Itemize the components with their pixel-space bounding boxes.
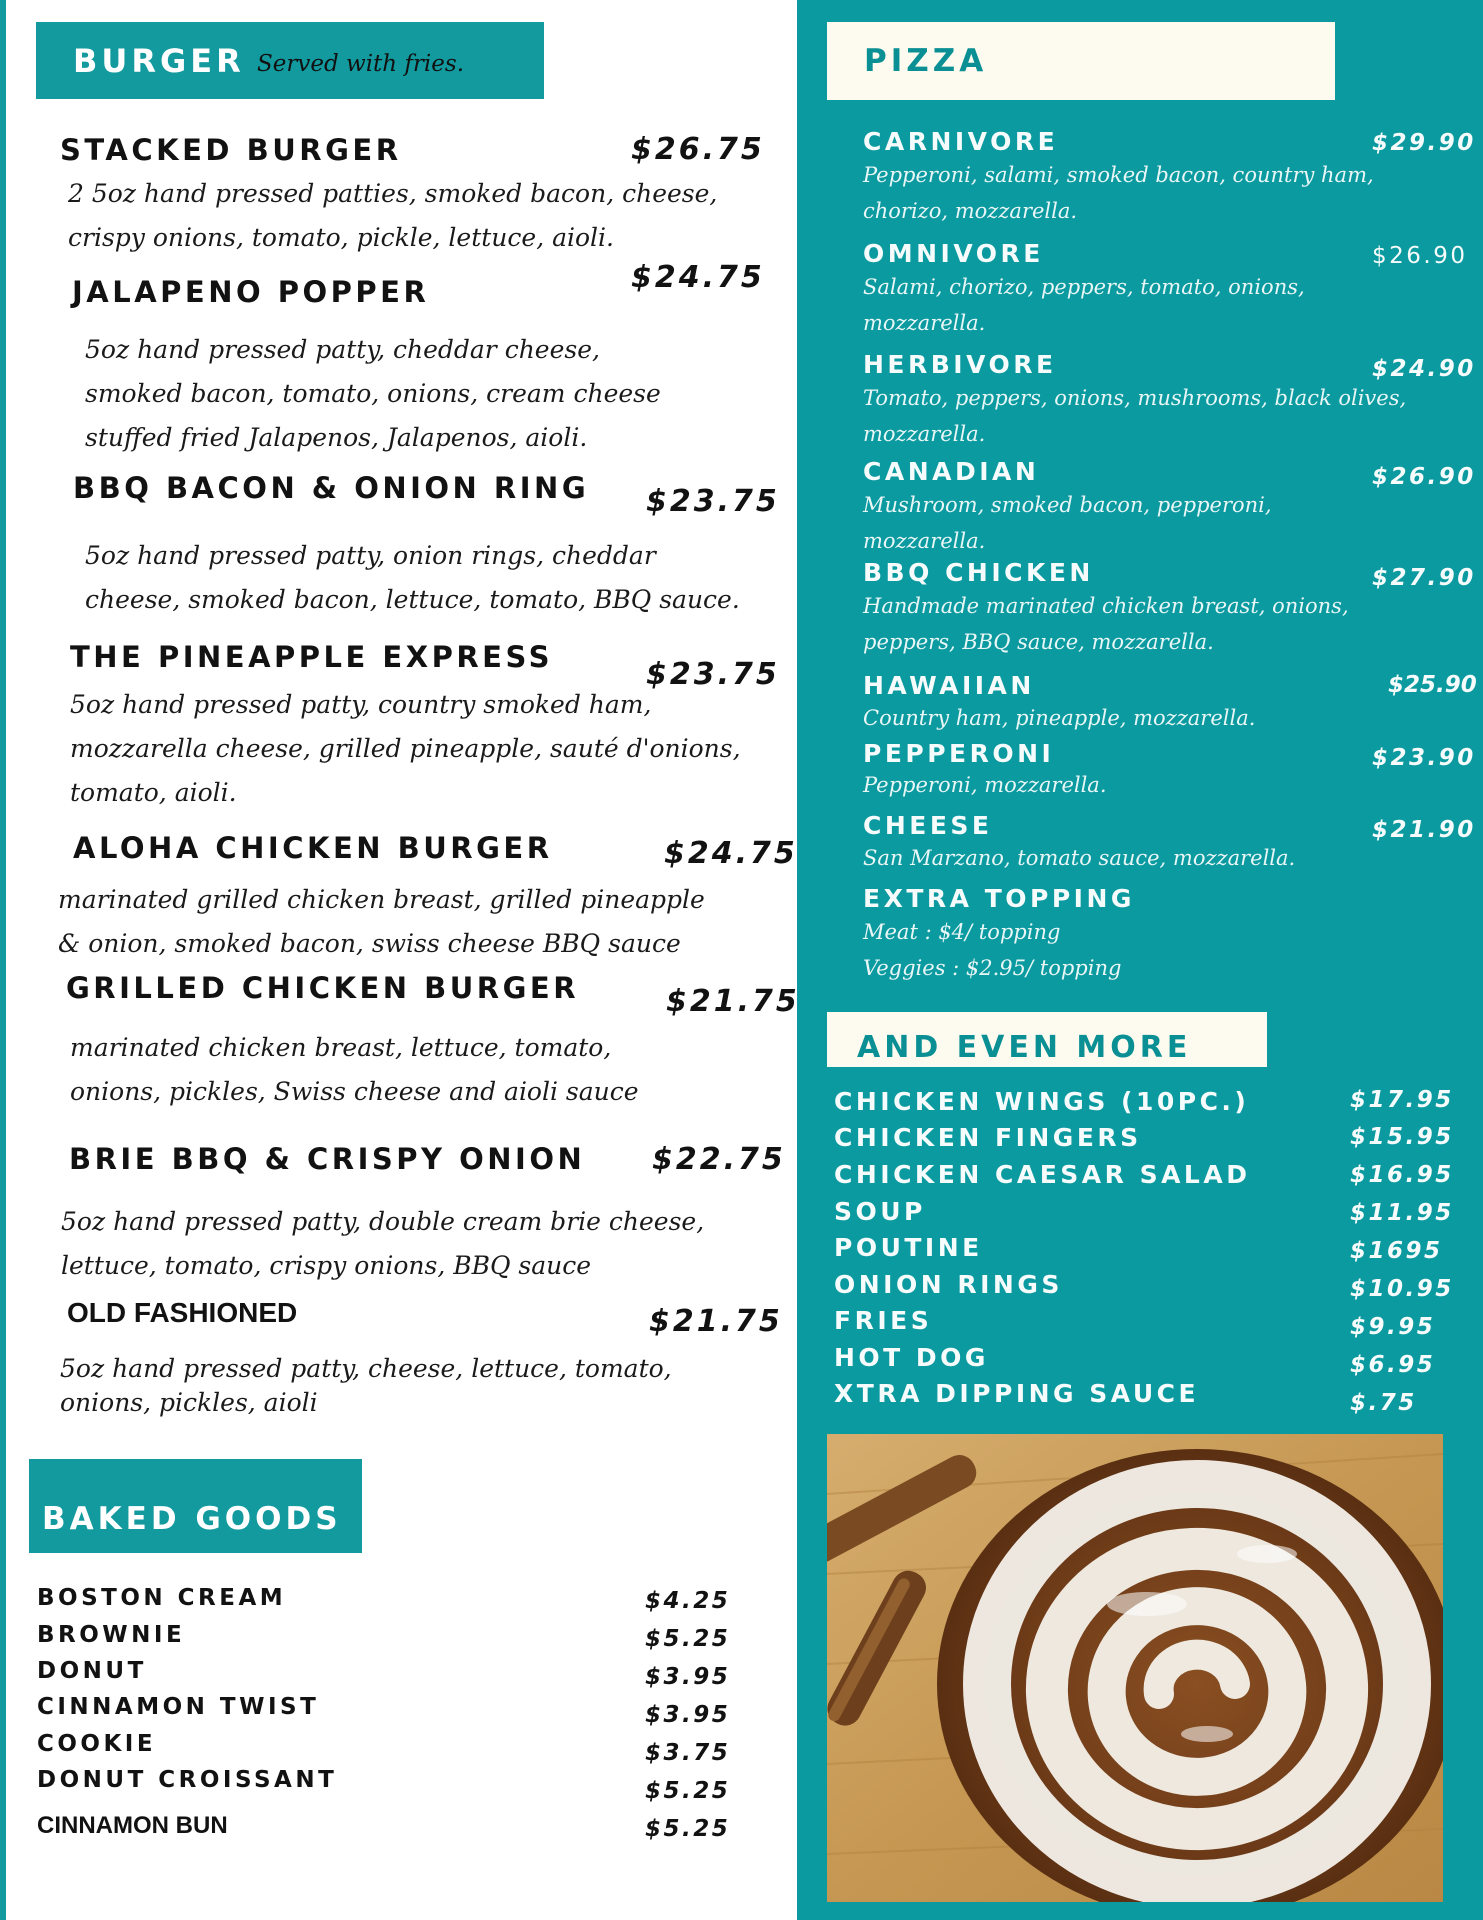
burger-header bbox=[36, 22, 544, 99]
burger-name-5: ALOHA CHICKEN BURGER bbox=[73, 831, 553, 865]
more-name-6: ONION RINGS bbox=[834, 1270, 1063, 1299]
burger-name-1: STACKED BURGER bbox=[60, 133, 402, 167]
pizza-desc-6 bbox=[863, 700, 1255, 736]
pizza-price-4: $26.90 bbox=[1372, 464, 1476, 490]
baked-name-6: DONUT CROISSANT bbox=[37, 1767, 338, 1793]
desc-line: onions, pickles, aioli bbox=[60, 1388, 318, 1417]
desc-line: Veggies : $2.95/ topping bbox=[863, 956, 1122, 980]
burger-price-2: $24.75 bbox=[631, 260, 765, 295]
pizza-price-1: $29.90 bbox=[1372, 130, 1476, 156]
desc-line: 5oz hand pressed patty, cheddar cheese, bbox=[85, 335, 600, 364]
baked-title: BAKED GOODS bbox=[42, 1501, 342, 1537]
pizza-price-6: $25.90 bbox=[1388, 672, 1477, 698]
pizza-header bbox=[827, 22, 1335, 100]
burger-price-5: $24.75 bbox=[664, 836, 798, 871]
more-price-4: $11.95 bbox=[1350, 1200, 1454, 1226]
more-price-2: $15.95 bbox=[1350, 1124, 1454, 1150]
pizza-desc-1 bbox=[863, 157, 1374, 229]
more-price-9: $.75 bbox=[1350, 1390, 1417, 1416]
burger-name-4: THE PINEAPPLE EXPRESS bbox=[70, 640, 553, 674]
pizza-price-2: $26.90 bbox=[1372, 243, 1468, 269]
pizza-price-8: $21.90 bbox=[1372, 817, 1476, 843]
burger-name-6: GRILLED CHICKEN BURGER bbox=[66, 971, 580, 1005]
more-name-2: CHICKEN FINGERS bbox=[834, 1123, 1142, 1152]
desc-line: 5oz hand pressed patty, double cream brie cheese, bbox=[61, 1207, 705, 1236]
burger-desc-2 bbox=[85, 328, 661, 460]
desc-line: 5oz hand pressed patty, country smoked ham, bbox=[70, 690, 652, 719]
desc-line: San Marzano, tomato sauce, mozzarella. bbox=[863, 846, 1296, 870]
baked-name-1: BOSTON CREAM bbox=[37, 1585, 287, 1611]
baked-price-2: $5.25 bbox=[645, 1626, 731, 1652]
pizza-name-3: HERBIVORE bbox=[863, 350, 1057, 379]
desc-line: mozzarella. bbox=[863, 422, 986, 446]
baked-name-5: COOKIE bbox=[37, 1731, 157, 1757]
more-price-5: $1695 bbox=[1350, 1238, 1443, 1264]
burger-price-1: $26.75 bbox=[631, 132, 765, 167]
pizza-name-7: PEPPERONI bbox=[863, 739, 1055, 768]
desc-line: Country ham, pineapple, mozzarella. bbox=[863, 706, 1256, 730]
desc-line: Handmade marinated chicken breast, onions, bbox=[863, 594, 1349, 618]
pizza-desc-5 bbox=[863, 588, 1349, 660]
baked-name-2: BROWNIE bbox=[37, 1622, 186, 1648]
desc-line: Tomato, peppers, onions, mushrooms, black olives, bbox=[863, 386, 1407, 410]
more-price-6: $10.95 bbox=[1350, 1276, 1454, 1302]
baked-header bbox=[29, 1459, 362, 1553]
desc-line: Salami, chorizo, peppers, tomato, onions, bbox=[863, 275, 1305, 299]
baked-price-6: $5.25 bbox=[645, 1778, 731, 1804]
burger-price-8: $21.75 bbox=[649, 1304, 783, 1339]
desc-line: peppers, BBQ sauce, mozzarella. bbox=[863, 630, 1214, 654]
desc-line: mozzarella. bbox=[863, 529, 986, 553]
pizza-name-4: CANADIAN bbox=[863, 457, 1040, 486]
burger-price-6: $21.75 bbox=[666, 984, 800, 1019]
pizza-title: PIZZA bbox=[864, 43, 988, 79]
desc-line: lettuce, tomato, crispy onions, BBQ sauce bbox=[61, 1251, 592, 1280]
baked-price-4: $3.95 bbox=[645, 1702, 731, 1728]
burger-title: BURGER bbox=[73, 42, 245, 80]
baked-price-1: $4.25 bbox=[645, 1588, 731, 1614]
more-price-7: $9.95 bbox=[1350, 1314, 1436, 1340]
pizza-desc-2 bbox=[863, 269, 1305, 341]
burger-desc-8 bbox=[60, 1352, 672, 1420]
more-name-3: CHICKEN CAESAR SALAD bbox=[834, 1160, 1251, 1189]
desc-line: crispy onions, tomato, pickle, lettuce, aioli. bbox=[68, 223, 614, 252]
desc-line: Meat : $4/ topping bbox=[863, 920, 1061, 944]
burger-price-4: $23.75 bbox=[646, 657, 780, 692]
more-name-4: SOUP bbox=[834, 1197, 926, 1226]
extra-topping-name: EXTRA TOPPING bbox=[863, 884, 1135, 913]
baked-price-5: $3.75 bbox=[645, 1740, 731, 1766]
burger-name-3: BBQ BACON & ONION RING bbox=[73, 471, 590, 505]
burger-desc-7 bbox=[61, 1200, 704, 1288]
pizza-name-6: HAWAIIAN bbox=[863, 671, 1035, 700]
pizza-price-5: $27.90 bbox=[1372, 565, 1476, 591]
pizza-desc-8 bbox=[863, 840, 1295, 876]
pizza-name-1: CARNIVORE bbox=[863, 127, 1059, 156]
burger-desc-4 bbox=[70, 683, 741, 815]
extra-topping-lines bbox=[863, 914, 1121, 986]
baked-name-7: CINNAMON BUN bbox=[37, 1812, 228, 1839]
more-price-8: $6.95 bbox=[1350, 1352, 1436, 1378]
desc-line: onions, pickles, Swiss cheese and aioli sauce bbox=[70, 1077, 639, 1106]
more-name-9: XTRA DIPPING SAUCE bbox=[834, 1379, 1200, 1408]
cinnamon-bun-illustration bbox=[827, 1434, 1443, 1902]
burger-price-3: $23.75 bbox=[646, 484, 780, 519]
baked-name-4: CINNAMON TWIST bbox=[37, 1694, 320, 1720]
more-title: AND EVEN MORE bbox=[857, 1030, 1192, 1065]
desc-line: cheese, smoked bacon, lettuce, tomato, BBQ sauce. bbox=[85, 585, 740, 614]
burger-desc-5 bbox=[58, 878, 705, 966]
desc-line: & onion, smoked bacon, swiss cheese BBQ sauce bbox=[58, 929, 681, 958]
pizza-price-7: $23.90 bbox=[1372, 745, 1476, 771]
cinnamon-bun-photo bbox=[827, 1434, 1443, 1902]
desc-line: mozzarella cheese, grilled pineapple, sauté d'onions, bbox=[70, 734, 741, 763]
burger-desc-6 bbox=[70, 1026, 639, 1114]
pizza-price-3: $24.90 bbox=[1372, 356, 1476, 382]
more-name-7: FRIES bbox=[834, 1306, 933, 1335]
desc-line: Pepperoni, mozzarella. bbox=[863, 773, 1107, 797]
desc-line: chorizo, mozzarella. bbox=[863, 199, 1078, 223]
burger-name-7: BRIE BBQ & CRISPY ONION bbox=[69, 1142, 586, 1176]
baked-price-3: $3.95 bbox=[645, 1664, 731, 1690]
burger-desc-3 bbox=[85, 534, 740, 622]
more-header bbox=[827, 1012, 1267, 1067]
desc-line: marinated grilled chicken breast, grilled pineapple bbox=[58, 885, 705, 914]
pizza-name-5: BBQ CHICKEN bbox=[863, 558, 1094, 587]
burger-name-2: JALAPENO POPPER bbox=[72, 275, 430, 309]
burger-price-7: $22.75 bbox=[652, 1142, 786, 1177]
pizza-name-8: CHEESE bbox=[863, 811, 993, 840]
burger-desc-1 bbox=[68, 172, 717, 260]
desc-line: Pepperoni, salami, smoked bacon, country ham, bbox=[863, 163, 1374, 187]
desc-line: 5oz hand pressed patty, cheese, lettuce, tomato, bbox=[60, 1354, 672, 1383]
desc-line: Mushroom, smoked bacon, pepperoni, bbox=[863, 493, 1272, 517]
more-price-3: $16.95 bbox=[1350, 1162, 1454, 1188]
desc-line: mozzarella. bbox=[863, 311, 986, 335]
desc-line: 5oz hand pressed patty, onion rings, cheddar bbox=[85, 541, 656, 570]
more-name-1: CHICKEN WINGS (10PC.) bbox=[834, 1087, 1250, 1116]
more-name-8: HOT DOG bbox=[834, 1343, 989, 1372]
burger-note: Served with fries. bbox=[257, 51, 464, 77]
pizza-desc-4 bbox=[863, 487, 1272, 559]
pizza-desc-3 bbox=[863, 380, 1406, 452]
pizza-name-2: OMNIVORE bbox=[863, 239, 1044, 268]
more-price-1: $17.95 bbox=[1350, 1087, 1454, 1113]
desc-line: stuffed fried Jalapenos, Jalapenos, aioli. bbox=[85, 423, 588, 452]
more-name-5: POUTINE bbox=[834, 1233, 983, 1262]
burger-name-8: OLD FASHIONED bbox=[67, 1297, 298, 1328]
desc-line: 2 5oz hand pressed patties, smoked bacon, cheese, bbox=[68, 179, 718, 208]
pizza-desc-7 bbox=[863, 767, 1107, 803]
baked-price-7: $5.25 bbox=[645, 1816, 731, 1842]
desc-line: tomato, aioli. bbox=[70, 778, 237, 807]
desc-line: smoked bacon, tomato, onions, cream cheese bbox=[85, 379, 661, 408]
baked-name-3: DONUT bbox=[37, 1658, 147, 1684]
desc-line: marinated chicken breast, lettuce, tomato, bbox=[70, 1033, 612, 1062]
